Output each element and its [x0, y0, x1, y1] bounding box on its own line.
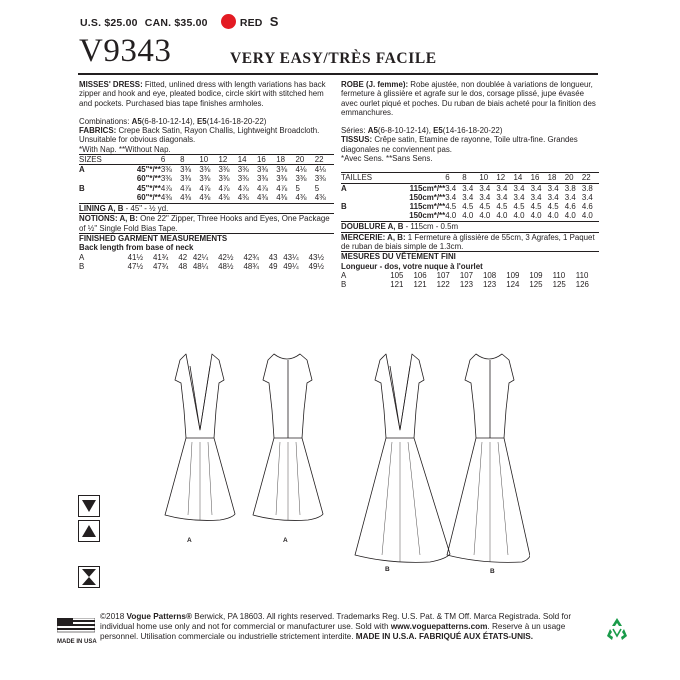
yardage-value: 4.5 [530, 201, 542, 211]
yardage-table-fr [341, 172, 599, 220]
size-cell: 20 [565, 173, 582, 183]
finished-value: 48¼ [192, 261, 209, 271]
serie-e: E5 [433, 126, 443, 136]
yardage-value: 4.0 [462, 211, 474, 221]
yardage-value: 4⅜ [257, 192, 268, 202]
row-spacer [350, 271, 390, 280]
yardage-value: 4.6 [581, 201, 593, 211]
yardage-value: 4⅞ [276, 183, 288, 193]
finished-value: 43¼ [283, 252, 299, 262]
finished-value: 47½ [127, 261, 144, 271]
finished-value: 121 [413, 280, 427, 290]
yardage-value: 4⅞ [218, 183, 230, 193]
back-length-en [79, 243, 334, 252]
lining-en [79, 203, 334, 213]
finished-value: 49¼ [283, 261, 299, 271]
view-letter: A [341, 270, 347, 280]
notions-fr [341, 232, 599, 252]
back-length-fr [341, 262, 599, 271]
view-letter [341, 211, 389, 220]
view-letter [79, 193, 119, 202]
view-label-a-front: A [187, 537, 192, 544]
yardage-value: 3.4 [479, 192, 491, 202]
yardage-value: 3.4 [445, 183, 457, 193]
us-flag-icon [57, 618, 95, 640]
yardage-value: 3⅜ [180, 174, 192, 184]
finished-value: 123 [483, 280, 497, 290]
view-label-a-back: A [283, 537, 288, 544]
finished-table-en [79, 253, 334, 271]
finished-value: 106 [413, 270, 427, 280]
serie-a-sizes: (6-8-10-12-14), [377, 126, 431, 136]
yardage-value: 4⅜ [218, 192, 230, 202]
view-letter: B [79, 261, 85, 271]
finished-value: 42½ [218, 252, 234, 262]
yardage-value: 3⅜ [276, 174, 288, 184]
size-cell: 18 [276, 155, 295, 165]
yardage-row [341, 202, 599, 211]
doublure-text: - 115cm - 0.5m [405, 222, 459, 232]
size-cell: 18 [548, 173, 565, 183]
fabrics-fr [341, 135, 599, 154]
yardage-value: 3.4 [513, 192, 525, 202]
yardage-row [79, 165, 334, 175]
hourglass-icon [82, 569, 96, 585]
serie-a: A5 [367, 126, 378, 136]
yardage-value: 4.5 [479, 201, 491, 211]
sizes-label: SIZES [79, 155, 119, 165]
yardage-value: 3.4 [462, 183, 474, 193]
yardage-value: 4.0 [547, 211, 559, 221]
garment-illustrations [150, 350, 530, 590]
mercerie-text: 1 Fermeture à glissière de 55cm, 3 Agrafes, 1 Paquet de ruban de biais simple de 1.3cm. [341, 232, 595, 251]
fabric-width: 60"*/** [136, 174, 161, 184]
view-letter: B [79, 183, 85, 193]
yardage-value: 4.0 [479, 211, 491, 221]
description-en [79, 80, 334, 108]
finished-value: 48 [178, 261, 188, 271]
mercerie-lead: MERCERIE: A, B: [341, 232, 406, 242]
yardage-value: 4.0 [530, 211, 542, 221]
finished-value: 49½ [308, 261, 324, 271]
finished-value: 126 [575, 280, 589, 290]
desc-text-en: Fitted, unlined dress with length variations has back zipper and hook and eye, pleated bodice, circle skirt with stitched hem and pockets. Purchased bias tape finishes armholes. [79, 80, 326, 108]
tissus-lead: TISSUS: [341, 135, 373, 145]
finished-value: 42¼ [192, 252, 209, 262]
yardage-value: 4.6 [564, 201, 576, 211]
yardage-value: 4⅜ [237, 192, 249, 202]
yardage-value: 4⅜ [199, 192, 211, 202]
recycle-symbol-icon [604, 616, 630, 642]
yardage-value: 4⅞ [199, 183, 211, 193]
footer-copyright [100, 612, 600, 643]
yardage-value: 3⅜ [276, 165, 288, 175]
yardage-row [341, 211, 599, 220]
finished-value: 43½ [308, 252, 324, 262]
view-letter: A [341, 183, 347, 193]
recycle-icon [604, 616, 630, 647]
size-cell: 16 [257, 155, 276, 165]
header-divider [78, 73, 598, 75]
triangle-up-icon [82, 525, 96, 537]
size-cell: 22 [315, 155, 334, 165]
yardage-value: 4.5 [445, 201, 457, 211]
made-in-text: MADE IN U.S.A. FABRIQUÉ AUX ÉTATS-UNIS. [355, 632, 533, 642]
yardage-value: 3⅜ [199, 174, 211, 184]
size-letter: S [269, 14, 279, 29]
size-cell: 10 [199, 155, 218, 165]
finished-row [341, 280, 599, 289]
view-a-back-drawing [253, 354, 323, 520]
view-b-front-drawing [355, 354, 450, 562]
yardage-value: 4⅛ [295, 165, 307, 175]
yardage-value: 3⅜ [218, 165, 230, 175]
fold-up-symbol [78, 520, 100, 542]
finished-value: 109 [506, 270, 520, 280]
nap-en: *With Nap. **Without Nap. [79, 144, 171, 154]
serie-e-sizes: (14-16-18-20-22) [442, 126, 503, 136]
finished-value: 125 [552, 280, 566, 290]
fabric-width: 45"*/** [136, 165, 161, 175]
finished-value: 49 [268, 261, 278, 271]
yardage-value: 4.0 [513, 211, 525, 221]
yardage-value: 3⅜ [237, 165, 249, 175]
yardage-value: 3⅜ [257, 165, 268, 175]
width-spacer [389, 173, 445, 183]
finished-value: 125 [529, 280, 543, 290]
yardage-value: 4⅜ [160, 192, 172, 202]
lining-lead: LINING A, B [79, 204, 124, 214]
yardage-table-en [79, 154, 334, 202]
finished-value: 110 [575, 270, 589, 280]
finished-value: 42¾ [243, 252, 259, 262]
yardage-value: 3⅜ [295, 174, 307, 184]
fabric-width: 60"*/** [136, 192, 161, 202]
finished-value: 121 [390, 280, 404, 290]
yardage-value: 4⅜ [314, 192, 326, 202]
combinations-en [79, 117, 334, 126]
yardage-value: 4⅜ [180, 192, 192, 202]
fabrics-text: Crepe Back Satin, Rayon Challis, Lightweight Broadcloth. [118, 126, 320, 136]
size-cell: 6 [161, 155, 180, 165]
yardage-row [341, 193, 599, 202]
finished-value: 108 [483, 270, 497, 280]
finished-value: 43 [268, 252, 278, 262]
yardage-value: 3.4 [445, 192, 457, 202]
fabrics-en [79, 126, 334, 135]
combo-a: A5 [131, 116, 142, 126]
yardage-value: 4.0 [564, 211, 576, 221]
finished-value: 123 [459, 280, 473, 290]
size-cell: 14 [238, 155, 257, 165]
yardage-row [79, 193, 334, 202]
fabric-width: 45"*/** [136, 183, 161, 193]
finished-value: 110 [552, 270, 566, 280]
yardage-value: 3⅜ [199, 165, 211, 175]
finished-value: 105 [390, 270, 404, 280]
copyright-text: Berwick, PA 18603. All rights reserved. Trademarks Reg. U.S. Pat. & TM Off. Marca Registrada. Sold for individual home use only and not for commercial or manufacturer use. Sold with [100, 612, 572, 632]
copyright-year: ©2018 [100, 612, 125, 621]
yardage-value: 4.5 [513, 201, 525, 211]
usage-text: . Reserve à un usage personnel. Utilisation commerciale ou industrielle strictement interdite. [100, 622, 566, 642]
yardage-value: 4⅞ [160, 183, 172, 193]
view-letter [341, 193, 389, 202]
view-label-b-back: B [490, 568, 495, 575]
english-column [79, 80, 334, 271]
notions-lead: NOTIONS: A, B: [79, 214, 138, 224]
finished-value: 47¾ [153, 261, 169, 271]
yardage-value: 3⅜ [257, 174, 268, 184]
finished-value: 124 [506, 280, 520, 290]
lining-fr [341, 221, 599, 231]
finished-value: 48½ [218, 261, 234, 271]
triangle-down-icon [82, 500, 96, 512]
size-cell: 22 [582, 173, 599, 183]
yardage-value: 3.4 [513, 183, 525, 193]
tissus-text: Crêpe satin, Etamine de rayonne, Toile ultra-fine. Grandes diagonales ne conviennent pas. [341, 135, 578, 154]
price-line [80, 14, 283, 29]
yardage-value: 4.5 [496, 201, 508, 211]
combo-e-sizes: (14-16-18-20-22) [206, 116, 267, 126]
finished-value: 48¾ [243, 261, 259, 271]
row-spacer [350, 280, 390, 289]
finished-value: 109 [529, 270, 543, 280]
finished-heading-en [79, 233, 334, 243]
yardage-value: 3.4 [564, 192, 576, 202]
size-header-row [341, 173, 599, 183]
fabric-width: 115cm*/** [409, 183, 446, 193]
view-label-b-front: B [385, 566, 390, 573]
yardage-value: 3.8 [564, 183, 576, 193]
yardage-row [79, 184, 334, 193]
size-cell: 6 [445, 173, 462, 183]
yardage-value: 3⅜ [218, 174, 230, 184]
size-cell: 20 [295, 155, 314, 165]
fold-down-symbol [78, 495, 100, 517]
yardage-row [79, 174, 334, 183]
view-letter [79, 174, 119, 183]
finished-value: 107 [436, 270, 450, 280]
finished-value: 41½ [127, 252, 144, 262]
notions-en [79, 213, 334, 233]
website-link[interactable]: www.voguepatterns.com [390, 622, 488, 632]
sizes-label: TAILLES [341, 173, 389, 183]
yardage-value: 3.4 [462, 192, 474, 202]
row-spacer [88, 253, 128, 262]
yardage-value: 4.0 [445, 211, 457, 221]
unsuitable-en: Unsuitable for obvious diagonals. [79, 135, 196, 145]
finished-row [341, 271, 599, 280]
finished-table-fr [341, 271, 599, 289]
mesures-heading: MESURES DU VÊTEMENT FINI [341, 252, 456, 262]
price-us: U.S. $25.00 [80, 17, 138, 29]
yardage-value: 4.5 [462, 201, 474, 211]
size-header-row [79, 155, 334, 165]
yardage-value: 3.4 [547, 183, 559, 193]
finished-row [79, 262, 334, 271]
difficulty-label: VERY EASY/TRÈS FACILE [230, 50, 437, 67]
yardage-value: 4.0 [581, 211, 593, 221]
finished-value: 122 [436, 280, 450, 290]
size-cell: 12 [496, 173, 513, 183]
yardage-value: 5 [295, 183, 300, 193]
made-in-usa-flag [57, 618, 97, 645]
fabric-width: 115cm*/** [409, 201, 446, 211]
size-cell: 14 [514, 173, 531, 183]
finished-value: 107 [459, 270, 473, 280]
desc-lead-fr: ROBE (J. femme): [341, 80, 409, 89]
pattern-number: V9343 [79, 33, 172, 69]
yardage-value: 5 [314, 183, 320, 193]
yardage-row [341, 183, 599, 193]
yardage-value: 4⅜ [276, 192, 288, 202]
yardage-value: 4⅞ [237, 183, 249, 193]
yardage-value: 3⅜ [180, 165, 192, 175]
size-cell: 12 [219, 155, 238, 165]
series-fr [341, 126, 599, 135]
yardage-value: 3⅜ [160, 165, 172, 175]
view-letter: A [79, 252, 85, 262]
finished-heading-fr [341, 251, 599, 261]
finished-row [79, 253, 334, 262]
width-spacer [119, 155, 161, 165]
view-a-front-drawing [165, 354, 235, 520]
view-letter: B [341, 201, 347, 211]
lining-text: - 45" - ½ yd. [125, 204, 169, 214]
yardage-value: 4.5 [547, 201, 559, 211]
yardage-value: 3.4 [530, 183, 542, 193]
color-dot-icon [221, 14, 236, 29]
combo-a-sizes: (6-8-10-12-14), [141, 116, 195, 126]
yardage-value: 3.4 [496, 183, 508, 193]
yardage-value: 4.0 [496, 211, 508, 221]
hourglass-symbol [78, 566, 100, 588]
notions-text: One 22" Zipper, Three Hooks and Eyes, One Package of ½" Single Fold Bias Tape. [79, 214, 330, 233]
size-cell: 10 [479, 173, 496, 183]
back-length: Back length from base of neck [79, 243, 194, 253]
finished-value: 42 [178, 252, 188, 262]
yardage-value: 4⅜ [295, 192, 307, 202]
finished-heading: FINISHED GARMENT MEASUREMENTS [79, 233, 228, 243]
doublure-lead: DOUBLURE A, B [341, 222, 404, 232]
price-can: CAN. $35.00 [144, 17, 208, 29]
yardage-value: 4⅞ [257, 183, 268, 193]
yardage-value: 3.4 [479, 183, 491, 193]
size-cell: 16 [531, 173, 548, 183]
yardage-value: 3.4 [530, 192, 542, 202]
view-letter: A [79, 165, 85, 175]
fabric-width: 150cm*/** [409, 192, 446, 202]
row-spacer [88, 262, 128, 271]
french-column [341, 80, 599, 289]
description-fr [341, 80, 599, 117]
yardage-value: 4⅞ [180, 183, 192, 193]
desc-text-fr: Robe ajustée, non doublée à variations de longueur, fermeture à glissière et agrafe sur le dos, corsage plissé, jupe évasée avec ourlet piqué et poches. Du ruban de biais acheté pour la finition des emmanchures. [341, 80, 596, 117]
combo-e: E5 [197, 116, 207, 126]
yardage-value: 3⅜ [314, 174, 326, 184]
combos-label: Combinations: [79, 116, 130, 126]
desc-lead-en: MISSES' DRESS: [79, 80, 143, 89]
size-cell: 8 [462, 173, 479, 183]
yardage-value: 3⅜ [237, 174, 249, 184]
longueur-dos: Longueur - dos, votre nuque à l'ourlet [341, 261, 483, 271]
series-label: Séries: [341, 126, 366, 136]
color-label: RED [239, 17, 263, 29]
brand-name: Vogue Patterns® [126, 612, 193, 621]
made-in-usa-text: MADE IN USA [57, 639, 97, 645]
fabrics-lead: FABRICS: [79, 126, 117, 136]
finished-value: 41¾ [153, 252, 169, 262]
yardage-value: 4⅛ [314, 165, 326, 175]
yardage-value: 3.4 [581, 192, 593, 202]
fabric-width: 150cm*/** [409, 211, 446, 221]
yardage-value: 3.4 [496, 192, 508, 202]
view-letter: B [341, 280, 347, 290]
yardage-value: 3.4 [547, 192, 559, 202]
size-cell: 8 [180, 155, 199, 165]
yardage-value: 3.8 [581, 183, 593, 193]
yardage-value: 3⅜ [160, 174, 172, 184]
nap-fr: *Avec Sens. **Sans Sens. [341, 154, 433, 164]
view-b-back-drawing [447, 354, 530, 562]
